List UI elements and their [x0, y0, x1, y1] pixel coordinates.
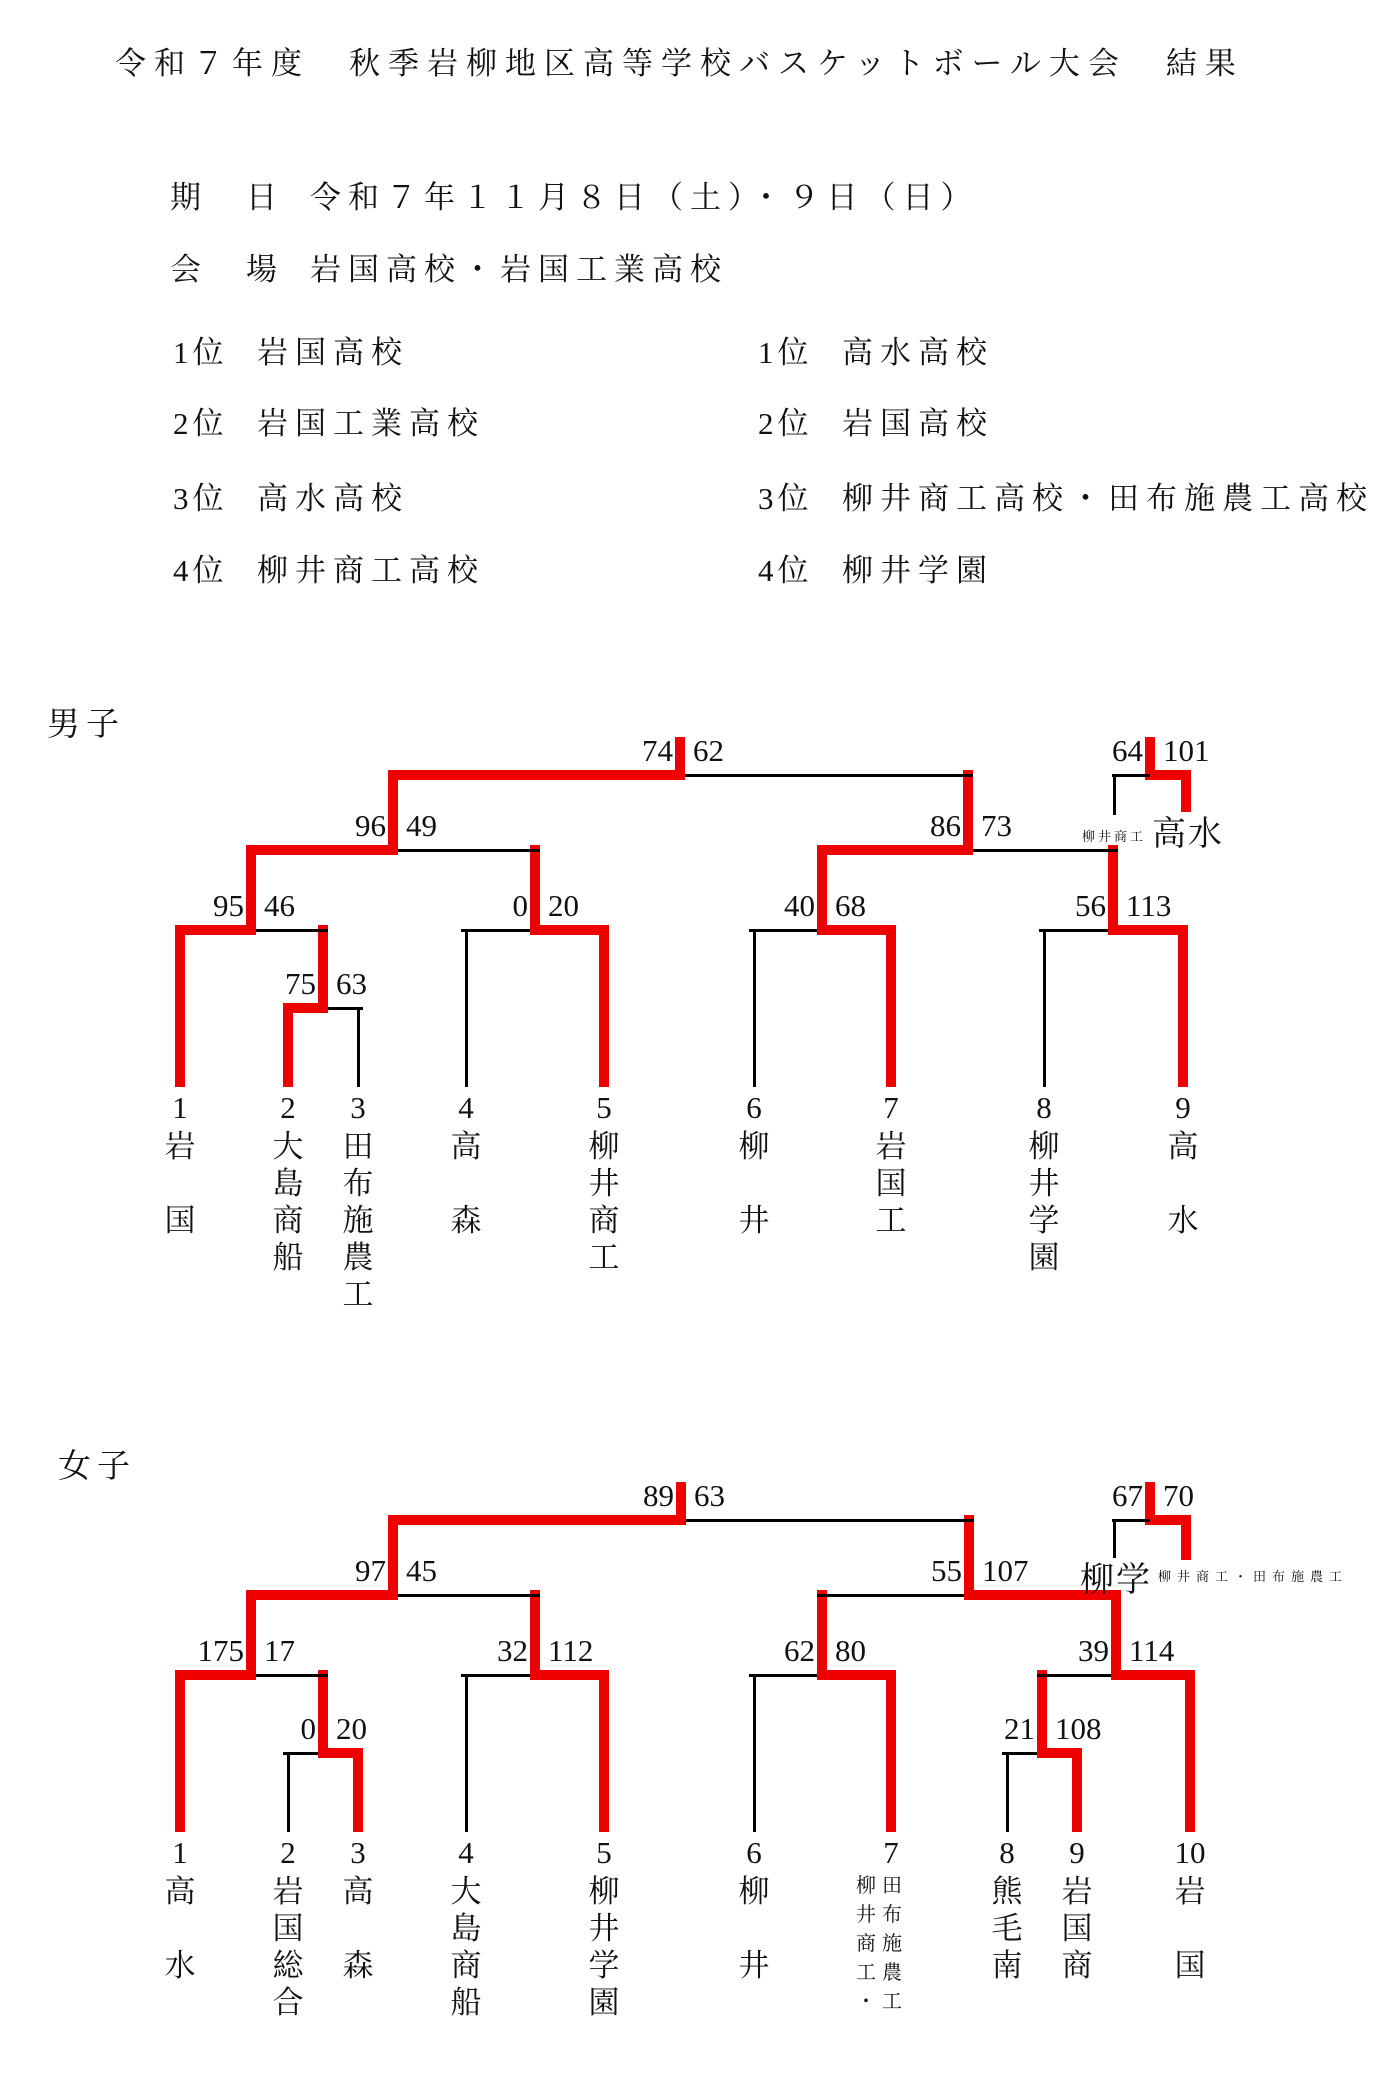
men-final-score-right: 62: [693, 733, 724, 768]
men-team-5-entry-line: [599, 929, 609, 1087]
women-team-8-name-char: 毛: [991, 1911, 1023, 1946]
women-qf4-score-right: 114: [1129, 1633, 1175, 1668]
women-qf4-score-left: 39: [1078, 1633, 1109, 1668]
men-qf1-riser: [246, 845, 256, 935]
ranking-women-3-school: 柳井商工高校・田布施農工高校: [842, 481, 1374, 516]
men-team-1-name-char: 岩: [164, 1129, 196, 1164]
men-qf2-riser: [530, 845, 540, 935]
women-qf2-score-left: 32: [497, 1633, 528, 1668]
men-third-score-left: 64: [1112, 733, 1143, 768]
men-qf3-line-right: [822, 925, 896, 935]
women-team-10-name-char: 国: [1174, 1948, 1206, 1983]
men-sf2-score-left: 86: [930, 808, 961, 843]
women-team-1-entry-line: [175, 1674, 185, 1832]
men-team-5-name-char: 工: [588, 1240, 620, 1275]
men-team-3-number: 3: [350, 1090, 366, 1125]
men-qf2-score-left: 0: [512, 888, 528, 923]
men-qf1-score-left: 95: [213, 888, 244, 923]
women-team-8-entry-line: [1006, 1752, 1009, 1832]
women-team-5-name-char: 柳: [588, 1874, 620, 1909]
men-final-line-right: [680, 774, 973, 777]
men-playin_a-riser: [318, 925, 328, 1013]
men-qf3-line-left: [749, 929, 822, 932]
women-team-1-name-char: 高: [164, 1874, 196, 1909]
men-qf3-score-left: 40: [784, 888, 815, 923]
men-team-9-number: 9: [1175, 1090, 1191, 1125]
women-sf2-score-left: 55: [931, 1553, 962, 1588]
men-final-line-left: [388, 770, 680, 780]
men-third-line-left: [1112, 774, 1150, 777]
women-team-9-entry-line: [1072, 1752, 1082, 1832]
ranking-men-4-rank: 4位: [173, 553, 228, 588]
men-team-3-name-char: 施: [342, 1203, 374, 1238]
women-sf1-score-left: 97: [355, 1553, 386, 1588]
women-team-5-name-char: 学: [588, 1948, 620, 1983]
ranking-women-3-rank: 3位: [758, 481, 813, 516]
men-team-2-entry-line: [283, 1007, 293, 1087]
men-playin_a-score-right: 63: [336, 966, 367, 1001]
men-team-3-name-char: 工: [342, 1277, 374, 1312]
women-team-3-name-char: 高: [342, 1874, 374, 1909]
women-sf1-riser: [388, 1515, 398, 1600]
women-team-2-entry-line: [287, 1752, 290, 1832]
women-playin_a-score-left: 0: [300, 1711, 316, 1746]
women-qf1-score-right: 17: [264, 1633, 295, 1668]
ranking-men-2-rank: 2位: [173, 406, 228, 441]
women-team-4-name-char: 商: [450, 1948, 482, 1983]
women-qf4-riser: [1111, 1590, 1121, 1680]
women-third-line-left: [1112, 1519, 1150, 1522]
men-qf4-riser: [1108, 845, 1118, 935]
men-team-2-name-char: 商: [272, 1203, 304, 1238]
women-qf1-line-right: [251, 1674, 328, 1677]
men-qf4-score-right: 113: [1126, 888, 1172, 923]
ranking-men-1-school: 岩国高校: [257, 335, 409, 370]
men-team-4-name-char: 森: [450, 1203, 482, 1238]
men-team-6-entry-line: [753, 929, 756, 1087]
venue-value: 岩国高校・岩国工業高校: [310, 252, 728, 287]
women-third-left-label: 柳学: [1080, 1562, 1152, 1599]
men-team-7-name-char: 工: [875, 1203, 907, 1238]
women-playin_b-score-left: 21: [1004, 1711, 1035, 1746]
women-final-score-right: 63: [694, 1478, 725, 1513]
ranking-women-2-rank: 2位: [758, 406, 813, 441]
men-sf1-score-right: 49: [406, 808, 437, 843]
women-team-10-number: 10: [1174, 1835, 1206, 1870]
men-sf2-score-right: 73: [981, 808, 1012, 843]
women-playin_b-score-right: 108: [1055, 1711, 1102, 1746]
date-label: 期 日: [170, 180, 284, 215]
men-team-3-entry-line: [357, 1007, 360, 1087]
women-team-9-name-char: 岩: [1061, 1874, 1093, 1909]
women-team-5-number: 5: [596, 1835, 612, 1870]
women-third-right-label: 柳井商工・田布施農工: [1158, 1569, 1349, 1584]
page-title: 令和７年度 秋季岩柳地区高等学校バスケットボール大会 結果: [115, 46, 1244, 81]
women-qf3-line-right: [822, 1670, 896, 1680]
men-team-3-name-char: 布: [342, 1166, 374, 1201]
men-sf1-riser: [388, 770, 398, 855]
men-team-7-name-char: 岩: [875, 1129, 907, 1164]
men-qf4-line-right: [1113, 925, 1188, 935]
women-team-5-name-char: 井: [588, 1911, 620, 1946]
men-team-7-number: 7: [883, 1090, 899, 1125]
men-final-riser: [675, 737, 685, 780]
women-third-arm-right: [1181, 1515, 1191, 1560]
women-final-riser: [676, 1482, 686, 1525]
men-sf2-line-left: [817, 845, 968, 855]
men-team-2-number: 2: [280, 1090, 296, 1125]
women-team-7-name-char: 田: [882, 1875, 902, 1897]
women-team-6-entry-line: [753, 1674, 756, 1832]
date-value: 令和７年１１月８日（土）・９日（日）: [310, 180, 979, 215]
women-team-7-name-char: ・: [856, 1991, 876, 2013]
women-qf2-line-left: [461, 1674, 535, 1677]
women-team-7-name-char: 井: [856, 1904, 876, 1926]
women-team-6-number: 6: [746, 1835, 762, 1870]
women-team-6-name-char: 柳: [738, 1874, 770, 1909]
women-team-2-name-char: 合: [272, 1985, 304, 2020]
women-team-9-name-char: 商: [1061, 1948, 1093, 1983]
men-team-9-name-char: 水: [1167, 1203, 1199, 1238]
women-team-7-name-char: 布: [882, 1904, 902, 1926]
men-team-5-name-char: 柳: [588, 1129, 620, 1164]
men-qf1-score-right: 46: [264, 888, 295, 923]
men-team-8-entry-line: [1043, 929, 1046, 1087]
women-sf1-score-right: 45: [406, 1553, 437, 1588]
men-team-4-number: 4: [458, 1090, 474, 1125]
men-qf1-line-right: [251, 929, 328, 932]
women-team-3-entry-line: [353, 1752, 363, 1832]
women-team-5-name-char: 園: [588, 1985, 620, 2020]
men-final-score-left: 74: [642, 733, 673, 768]
men-team-8-name-char: 柳: [1028, 1129, 1060, 1164]
women-sf1-line-right: [393, 1594, 540, 1597]
ranking-men-4-school: 柳井商工高校: [257, 553, 485, 588]
women-qf1-riser: [246, 1590, 256, 1680]
women-team-7-name-char: 施: [882, 1933, 902, 1955]
men-team-5-number: 5: [596, 1090, 612, 1125]
ranking-men-3-rank: 3位: [173, 481, 228, 516]
venue-label: 会 場: [170, 252, 284, 287]
men-team-4-name-char: 高: [450, 1129, 482, 1164]
women-team-4-name-char: 大: [450, 1874, 482, 1909]
men-sf1-score-left: 96: [355, 808, 386, 843]
women-team-8-name-char: 南: [991, 1948, 1023, 1983]
women-team-8-name-char: 熊: [991, 1874, 1023, 1909]
men-team-4-entry-line: [465, 929, 468, 1087]
women-sf1-line-left: [246, 1590, 393, 1600]
women-qf2-line-right: [535, 1670, 609, 1680]
women-playin_b-riser: [1037, 1670, 1047, 1758]
women-qf3-score-right: 80: [835, 1633, 866, 1668]
men-team-3-name-char: 田: [342, 1129, 374, 1164]
women-qf4-line-right: [1116, 1670, 1195, 1680]
women-team-10-entry-line: [1185, 1674, 1195, 1832]
men-team-2-name-char: 船: [272, 1240, 304, 1275]
women-final-line-right: [681, 1519, 974, 1522]
men-sf2-line-right: [968, 849, 1118, 852]
women-team-7-entry-line: [886, 1674, 896, 1832]
women-team-9-number: 9: [1069, 1835, 1085, 1870]
men-team-6-name-char: 井: [738, 1203, 770, 1238]
ranking-women-4-rank: 4位: [758, 553, 813, 588]
men-qf4-score-left: 56: [1075, 888, 1106, 923]
women-playin_a-score-right: 20: [336, 1711, 367, 1746]
men-third-score-right: 101: [1163, 733, 1210, 768]
men-team-1-entry-line: [175, 929, 185, 1087]
men-qf1-line-left: [175, 925, 251, 935]
women-sf2-riser: [964, 1515, 974, 1600]
women-team-3-number: 3: [350, 1835, 366, 1870]
women-qf3-line-left: [749, 1674, 822, 1677]
women-team-9-name-char: 国: [1061, 1911, 1093, 1946]
men-qf2-line-left: [461, 929, 535, 932]
women-team-10-name-char: 岩: [1174, 1874, 1206, 1909]
ranking-women-2-school: 岩国高校: [842, 406, 994, 441]
ranking-men-3-school: 高水高校: [257, 481, 409, 516]
women-playin_a-riser: [318, 1670, 328, 1758]
men-team-1-name-char: 国: [164, 1203, 196, 1238]
men-team-8-number: 8: [1036, 1090, 1052, 1125]
men-qf4-line-left: [1039, 929, 1113, 932]
women-team-2-name-char: 総: [272, 1948, 304, 1983]
women-team-4-number: 4: [458, 1835, 474, 1870]
men-team-2-name-char: 大: [272, 1129, 304, 1164]
women-team-4-entry-line: [465, 1674, 468, 1832]
men-team-9-entry-line: [1178, 929, 1188, 1087]
women-team-6-name-char: 井: [738, 1948, 770, 1983]
women-team-7-number: 7: [883, 1835, 899, 1870]
section-label-men: 男子: [47, 707, 125, 743]
men-sf1-line-left: [246, 845, 393, 855]
women-team-7-name-char: 工: [882, 1991, 902, 2013]
women-team-4-name-char: 島: [450, 1911, 482, 1946]
men-team-7-name-char: 国: [875, 1166, 907, 1201]
men-team-3-name-char: 農: [342, 1240, 374, 1275]
women-sf2-score-right: 107: [982, 1553, 1029, 1588]
women-team-4-name-char: 船: [450, 1985, 482, 2020]
men-team-6-name-char: 柳: [738, 1129, 770, 1164]
men-team-9-name-char: 高: [1167, 1129, 1199, 1164]
women-team-7-name-char: 柳: [856, 1875, 876, 1897]
women-team-2-number: 2: [280, 1835, 296, 1870]
men-qf3-score-right: 68: [835, 888, 866, 923]
women-team-2-name-char: 岩: [272, 1874, 304, 1909]
men-qf2-score-right: 20: [548, 888, 579, 923]
women-sf2-line-left: [817, 1594, 969, 1597]
men-team-1-number: 1: [172, 1090, 188, 1125]
women-team-7-name-char: 工: [856, 1962, 876, 1984]
women-qf1-line-left: [175, 1670, 251, 1680]
men-team-6-number: 6: [746, 1090, 762, 1125]
women-final-line-left: [388, 1515, 681, 1525]
women-team-8-number: 8: [999, 1835, 1015, 1870]
men-team-2-name-char: 島: [272, 1166, 304, 1201]
women-team-1-number: 1: [172, 1835, 188, 1870]
women-team-7-name-char: 農: [882, 1962, 902, 1984]
men-team-7-entry-line: [886, 929, 896, 1087]
men-team-8-name-char: 学: [1028, 1203, 1060, 1238]
ranking-women-1-rank: 1位: [758, 335, 813, 370]
ranking-men-1-rank: 1位: [173, 335, 228, 370]
men-team-5-name-char: 井: [588, 1166, 620, 1201]
men-qf2-line-right: [535, 925, 609, 935]
women-third-score-left: 67: [1112, 1478, 1143, 1513]
ranking-men-2-school: 岩国工業高校: [257, 406, 485, 441]
women-team-7-name-char: 商: [856, 1933, 876, 1955]
women-final-score-left: 89: [643, 1478, 674, 1513]
women-team-5-entry-line: [599, 1674, 609, 1832]
women-qf4-line-left: [1037, 1674, 1116, 1677]
men-third-right-label: 高水: [1152, 816, 1224, 853]
men-sf1-line-right: [393, 849, 540, 852]
women-qf2-riser: [530, 1590, 540, 1680]
men-team-8-name-char: 井: [1028, 1166, 1060, 1201]
ranking-women-4-school: 柳井学園: [842, 553, 994, 588]
women-qf3-riser: [817, 1590, 827, 1680]
women-team-3-name-char: 森: [342, 1948, 374, 1983]
men-qf3-riser: [817, 845, 827, 935]
women-team-1-name-char: 水: [164, 1948, 196, 1983]
men-playin_a-score-left: 75: [285, 966, 316, 1001]
ranking-women-1-school: 高水高校: [842, 335, 994, 370]
men-third-arm-left: [1113, 775, 1116, 815]
women-qf1-score-left: 175: [197, 1633, 244, 1668]
women-team-2-name-char: 国: [272, 1911, 304, 1946]
women-qf2-score-right: 112: [548, 1633, 594, 1668]
men-sf2-riser: [963, 770, 973, 855]
women-third-score-right: 70: [1163, 1478, 1194, 1513]
women-qf3-score-left: 62: [784, 1633, 815, 1668]
men-team-8-name-char: 園: [1028, 1240, 1060, 1275]
men-third-left-label: 柳井商工: [1081, 829, 1146, 844]
section-label-women: 女子: [58, 1449, 136, 1485]
men-team-5-name-char: 商: [588, 1203, 620, 1238]
